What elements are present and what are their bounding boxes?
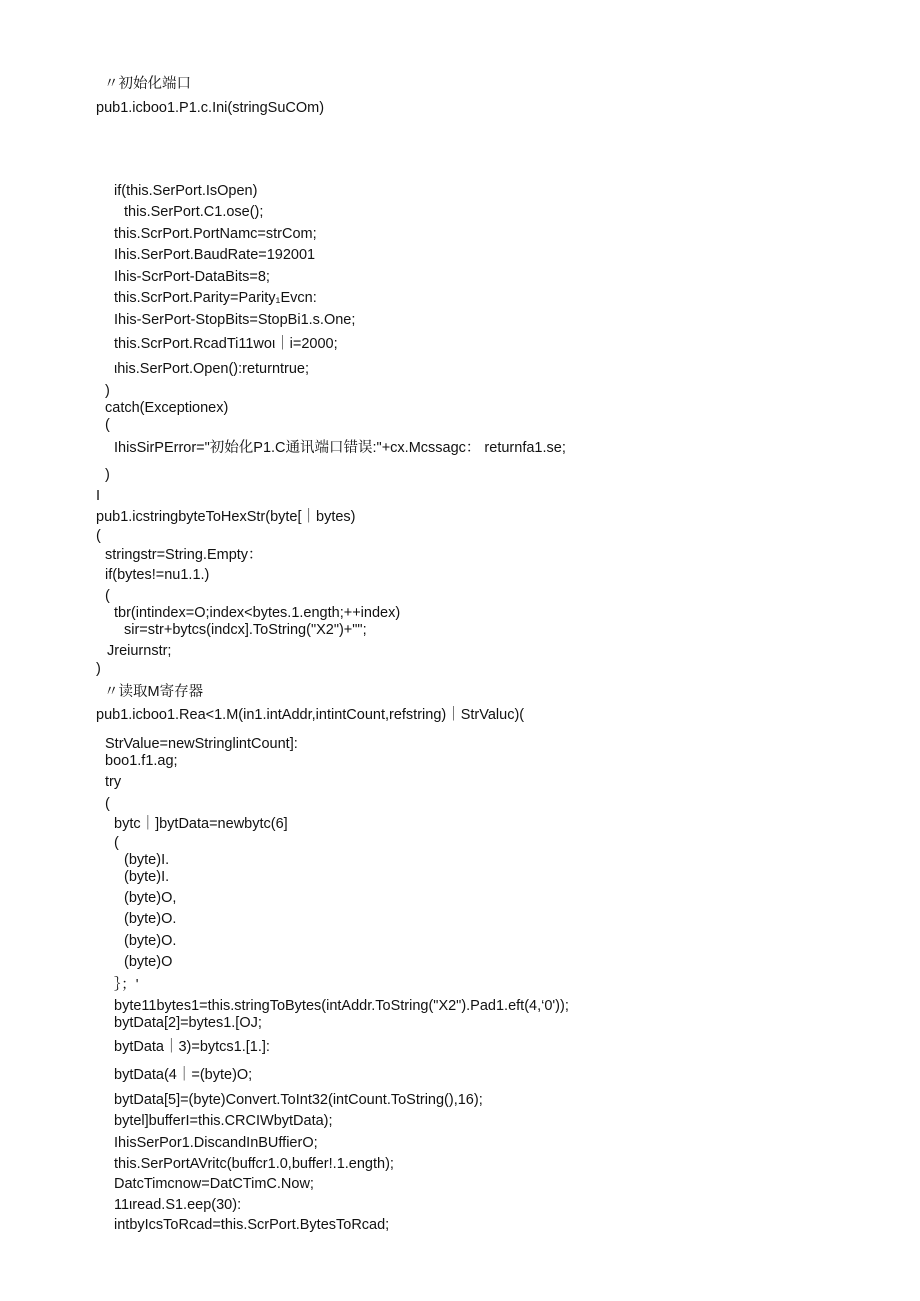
code-line: (byte)O. xyxy=(124,911,177,927)
code-line: ) xyxy=(105,467,110,483)
code-line: Jreiurnstr; xyxy=(107,643,172,659)
code-line: DatcTimcnow=DatCTimC.Now; xyxy=(114,1176,314,1192)
code-line: IhisSerPor1.DiscandInBUffierO; xyxy=(114,1135,318,1151)
code-line: this.ScrPort.Parity=Parity₁Evcn: xyxy=(114,290,317,306)
code-line: bytData｜3)=bytcs1.[1.]: xyxy=(114,1039,270,1055)
code-line: try xyxy=(105,774,122,790)
code-line: 11ιread.S1.eep(30): xyxy=(114,1197,242,1213)
code-line: (byte)O. xyxy=(124,933,177,949)
code-line: I xyxy=(96,488,101,504)
code-line: sir=str+bytcs(indcx].ToString("X2")+""; xyxy=(124,622,367,638)
code-line: if(bytes!=nu1.1.) xyxy=(105,567,210,583)
code-line: bytData[5]=(byte)Convert.ToInt32(intCount.ToString(),16); xyxy=(114,1092,483,1108)
code-line: this.SerPort.C1.ose(); xyxy=(124,204,264,220)
code-line: this.SerPortAVritc(buffcr1.0,buffer!.1.ength); xyxy=(114,1156,394,1172)
code-line: if(this.SerPort.IsOpen) xyxy=(114,183,258,199)
code-line: (byte)O xyxy=(124,954,173,970)
code-line: Ihis-ScrPort-DataBits=8; xyxy=(114,269,270,285)
code-line: (byte)I. xyxy=(124,852,170,868)
code-line: IhisSirPError="初始化P1.C通讯端口错误:"+cx.Mcssagc： returnfa1.se; xyxy=(114,440,566,456)
code-line: intbyIcsToRcad=this.ScrPort.BytesToRcad; xyxy=(114,1217,390,1233)
code-line: tbr(intindex=O;index<bytes.1.ength;++index) xyxy=(114,605,401,621)
code-line: pub1.icstringbyteToHexStr(byte[｜bytes) xyxy=(96,509,356,525)
code-line: stringstr=String.Empty： xyxy=(105,547,263,563)
code-line: ) xyxy=(96,661,101,677)
code-line: this.ScrPort.PortNamc=strCom; xyxy=(114,226,317,242)
code-line: ) xyxy=(105,383,110,399)
code-line: ιhis.SerPort.Open():returntrue; xyxy=(114,361,310,377)
code-line: Ihis-SerPort-StopBits=StopBi1.s.One; xyxy=(114,312,356,328)
code-line: boo1.f1.ag; xyxy=(105,753,178,769)
code-line: (byte)I. xyxy=(124,869,170,885)
code-line: (byte)O, xyxy=(124,890,177,906)
code-line: bytc｜]bytData=newbytc(6] xyxy=(114,816,288,832)
code-line: bytel]bufferI=this.CRCIWbytData); xyxy=(114,1113,333,1129)
code-line: ( xyxy=(114,835,119,851)
code-line: catch(Exceptionex) xyxy=(105,400,229,416)
code-line: StrValue=newStringlintCount]: xyxy=(105,736,298,752)
code-line: ( xyxy=(96,528,101,544)
code-line: pub1.icboo1.Rea<1.M(in1.intAddr,intintCount,refstring)｜StrValuc)( xyxy=(96,707,525,723)
comment-read-m-register: 〃读取M寄存器 xyxy=(104,684,204,700)
code-line: pub1.icboo1.P1.c.Ini(stringSuCOm) xyxy=(96,100,325,116)
code-line: byte11bytes1=this.stringToBytes(intAddr.ToString("X2").Pad1.eft(4,‘0')); xyxy=(114,998,569,1014)
code-line: ( xyxy=(105,588,110,604)
code-line: ( xyxy=(105,796,110,812)
code-line: Ihis.SerPort.BaudRate=192001 xyxy=(114,247,316,263)
code-line: ( xyxy=(105,417,110,433)
code-line: ｝；' xyxy=(114,977,139,993)
code-line: bytData(4｜=(byte)O; xyxy=(114,1067,253,1083)
code-line: bytData[2]=bytes1.[OJ; xyxy=(114,1015,262,1031)
code-line: this.ScrPort.RcadTi11woι｜i=2000; xyxy=(114,336,338,352)
comment-init-port: 〃初始化端口 xyxy=(104,76,191,92)
